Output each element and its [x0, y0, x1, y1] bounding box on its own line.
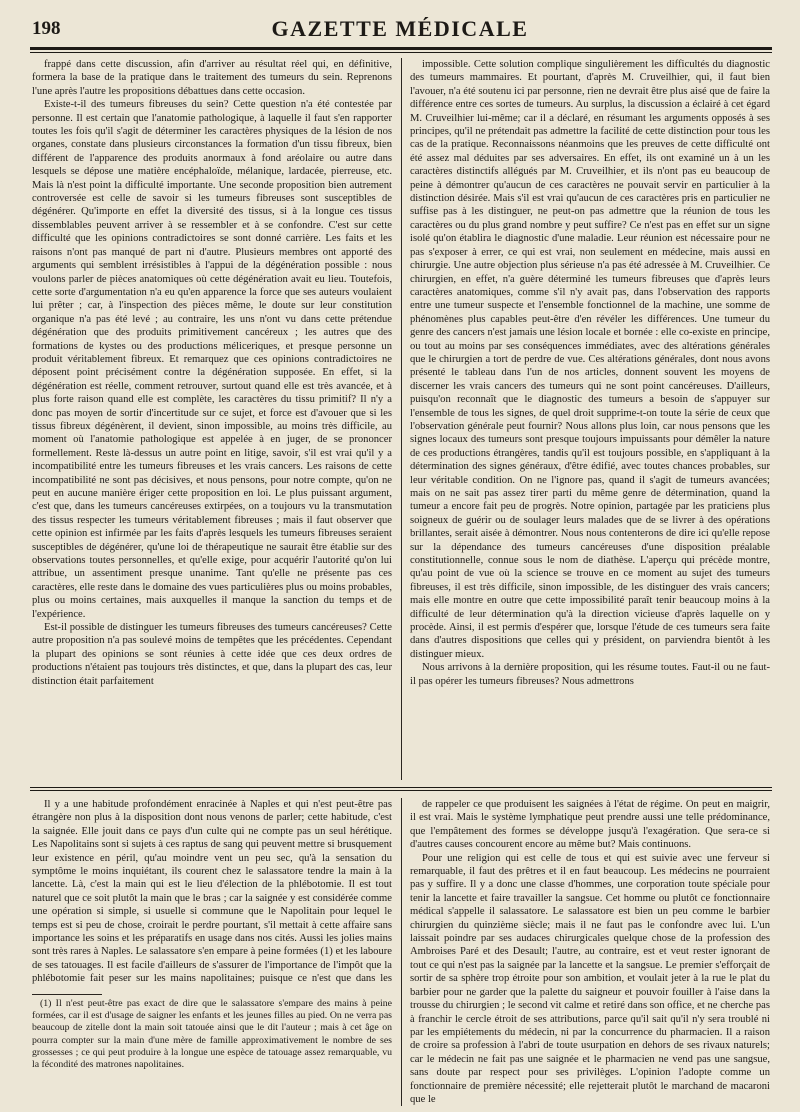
paragraph: frappé dans cette discussion, afin d'arriver au résultat réel qui, en définitive, formera la base de la pratique dans le traitement des tumeurs du sein. Reprenons l'une après l'autre les propositions débattues dans cette occasion.: [32, 59, 392, 97]
paragraph: Est-il possible de distinguer les tumeurs fibreuses des tumeurs cancéreuses? Cette autre proposition n'a pas soulevé moins de tempêtes que les précédentes. Cependant la plupart des opinions se sont réunies à cette idée que ces deux ordres de productions n'étaient pas toujours très distinctes, et que, dans la plupart des cas, leur distinction était parfaitement: [32, 622, 392, 687]
paragraph: Existe-t-il des tumeurs fibreuses du sein? Cette question n'a été contestée par personne. Il est certain que l'anatomie pathologique, à laquelle il faut s'en rapporter toutes les fois qu'il s'agit de déterminer les caractères physiques de la lésion de nos organes, constate dans plusieurs circonstances la formation d'un tissu fibreux, bien différent de l'apparence des produits anormaux à fond aréolaire ou autre dans lesquels se dépose une matière encéphaloïde, mélanique, lardacée, pierreuse, etc. Mais là n'est point la difficulté importante. Une seconde proposition bien autrement controversée est celle de savoir si les tumeurs fibreuses sont susceptibles de dégénérer. Qu'importe en effet la diversité des tissus, si à la longue ces tissus dissemblables peuvent arriver à se ressembler et à se confondre. C'est sur cette difficulté que les opinions contradictoires se sont donné carrière. Les faits et les raisons n'ont pas manqué de part ni d'autre. Plusieurs membres ont apporté des arguments qui semblent irrésistibles à l'appui de la dégénération possible : nous voulons parler de pièces anatomiques où cette dégénération avait eu lieu. Toutefois, cette sorte d'argumentation n'a eu qu'en apparence la force que ses auteurs voulaient lui prêter ; car, à l'inspection des pièces même, le doute sur leur constitution organique n'a pas été levé ; au contraire, les uns n'ont vu dans cette prétendue dégénération que des produits primitivement cancéreux ; les autres que des formations de kystes ou des productions méliceriques, et presque personne un produit véritablement fibreux. Et remarquez que ces opinions contradictoires ne déposent point précisément contre la dégénération supposée. En effet, si la dégénération est réelle, comment retrouver, surtout quand elle est très avancée, et à plus forte raison quand elle est complète, les caractères du tissu primitif? Il n'y a donc pas moyen de sortir d'incertitude sur ce sujet, et force est d'avouer que si les tissus fibreux dégénèrent, il devient, sinon impossible, au moins très difficile, au moment où l'anatomie pathologique est appelée à en juger, de se prononcer formellement. Reste là-dessus un autre point en litige, savoir, s'il est vrai qu'il y a incompatibilité entre les tumeurs fibreuses et les vrais cancers. Les raisons de cette incompatibilité ne sont pas décisives, et nous pensons, pour notre compte, qu'on ne peut en aucune manière ériger cette proposition en loi. Le plus puissant argument, c'est que, dans les tumeurs cancéreuses extirpées, on a toujours vu la transmutation des tissus respecter les tumeurs véritablement fibreuses ; mais il faut observer que cette opinion est infirmée par les faits d'après lesquels les tumeurs fibreuses seraient susceptibles de dégénérer, qu'une loi de thérapeutique ne saurait être établie sur des observations toutes personnelles, et qu'elle exige, pour acquérir l'autorité qu'on lui attribue, un assentiment presque unanime. Tant qu'elle ne présente pas ces caractères, elle reste dans le domaine des vues particulières plus ou moins probables, plus ou moins certaines, mais auxquelles il manque la sanction du temps et de l'expérience.: [32, 99, 392, 620]
header-rule: [30, 47, 772, 50]
paragraph: Il y a une habitude profondément enracinée à Naples et qui n'est peut-être pas étrangère non plus à la disposition dont nous venons de parler; cette habitude, c'est la saignée. Elle jouit dans ce pays d'un culte qui ne compte pas un seul hérétique. Les Napolitains sont si sujets à ces raptus de sang qui peuvent mettre si brusquement leur existence en péril, qu'au moindre vent un peu sec, qu'à la sensation du symptôme le moins inquiétant, ils courent chez le salassatore tendre la main à la lancette. Là, c'est la main qui est le lieu d'élection de la phlébotomie. Il est tout naturel que ce soit plutôt la main que le bras ; car la saignée y est considérée comme une opération si simple, si usuelle si commune que le Napolitain pour lequel le temps est si peu de chose, croirait le perdre pourtant, s'il mettait à cette affaire sans importance les soins et les préparatifs en usage dans nos cités. Aussi les jolies mains sont très rares à Naples. Le salassatore s'en empare à peine formées (1) et les laboure de ses tatouages. Il est facile d'ailleurs de s'assurer de l'importance de l'impôt que la phlébotomie fait peser sur les mains napolitaines; puisque ce n'est que dans les: [32, 799, 392, 985]
newspaper-title: GAZETTE MÉDICALE: [271, 16, 529, 41]
article-column-left: [32, 58, 392, 778]
paragraph: impossible. Cette solution complique singulièrement les difficultés du diagnostic des tumeurs mammaires. Et pourtant, d'après M. Cruveilhier, qui, il faut bien l'avouer, n'a été soutenu ici par personne, rien ne devrait être plus aisé que de faire la différence entre ces sortes de tumeurs. Au surplus, la discussion a éclairé à cet égard M. Cruveilhier lui-même; car il a déclaré, en résumant les arguments opposés à ses principes, qu'il ne prétendait pas admettre la facilité de cette distinction pour tous les cas de la pratique. Reconnaissons néanmoins que les preuves de cette difficulté ont été assez mal déduites par ses adversaires. En effet, ils ont examiné un à un les caractères distinctifs allégués par M. Cruveilhier, et ils n'ont pas eu beaucoup de peine à démontrer qu'aucun de ces caractères ne pouvait servir en particulier à la distinction désirée. Mais s'il est vrai qu'aucun de ces caractères pris en particulier ne suffise pas à les distinguer, ne peut-on pas admettre que la réunion de tous les caractères ou du plus grand nombre y peut suffire? Ce n'est pas en effet sur un signe isolé qu'on établira le diagnostic d'une maladie. Leur réunion est nécessaire pour ne pas s'exposer à errer, ce qui est vrai, non seulement en médecine, mais aussi en chirurgie. Une autre objection plus sérieuse n'a pas été adressée à M. Cruveilhier. Ce chirurgien, en effet, n'a guère déterminé les tumeurs fibreuses que d'après leurs caractères anatomiques, comme s'il n'y avait pas, dans l'observation des rapports entre une tumeur suspecte et l'ensemble fonctionnel de la machine, une somme de phénomènes plus capables peut-être d'en révéler les différences. Une tumeur du genre des cancers n'est jamais une lésion locale et bornée : elle co-existe en principe, ou tout au moins par ses conséquences immédiates, avec des altérations générales que le chirurgien a tort de perdre de vue. Ces altérations générales, dont nous avons présenté le tableau dans l'un de nos articles, donnent souvent les moyens de discerner les vrais cancers des tumeurs qui ne sont point cancéreuses. D'ailleurs, puisqu'on reconnaît que le diagnostic des tumeurs a besoin de s'appuyer sur l'ensemble de tous les signes, de quel droit supprime-t-on toute la série de ceux que l'observation générale peut fournir? Nous allons plus loin, car nous pensons que les signes locaux des tumeurs sont presque toujours impuissants pour démêler la nature de ces productions étrangères, tandis qu'il est toujours possible, en s'appliquant à la détermination des signes généraux, d'être édifié, avec toutes chances probables, sur leur véritable condition. On ne l'ignore pas, quand il s'agit de tumeurs avancées; mais on ne sait pas assez tirer parti du même genre de détermination, quand la tumeur a encore fait peu de progrès. Notre opinion, partagée par les praticiens plus soigneux de guérir ou de soulager leurs malades que de se livrer à des opérations brillantes, serait aisée à démontrer. Nous nous contenterons de dire ici qu'elle repose sur la dépendance des tumeurs cancéreuses d'une disposition préalable constitutionnelle, connue sous le nom de diathèse. L'aperçu qui précède montre, qu'au point de vue où la science se trouve en ce moment au sujet des tumeurs fibreuses, il est très difficile, sinon impossible, de les distinguer des vrais cancers; mais elle montre en outre que cette impossibilité paraît tenir beaucoup moins à la difficulté de leur détermination qu'à la direction vicieuse d'après laquelle on y procède. Ainsi, il est permis d'espérer que, lorsque l'étude de ces tumeurs sera faite dans d'autres dispositions que celles qui y président, on parviendra bientôt à les distinguer mieux.: [410, 59, 770, 660]
column-divider-bottom: [401, 798, 402, 1106]
paragraph: Pour une religion qui est celle de tous et qui est suivie avec une ferveur si remarquable, il faut des prêtres et il en faut beaucoup. Les médecins ne pourraient pas y suffire. Il y a donc une classe d'hommes, une corporation toute spéciale pour tenir la lancette et faire travailler la sangsue. Cet homme ou plutôt ce fonctionnaire médical s'appelle il salassatore. Le salassatore est bien un peu comme le barbier chirurgien du quinzième siècle; mais il ne faut pas le confondre avec lui. L'un laissait poindre par ses audaces chirurgicales quelque chose de la profession des Ambroises Paré et des Desault; l'autre, au contraire, est et veut rester ignorant de tout ce qui n'est pas la saignée par la lancette et la sangsue. Le premier s'efforçait de sortir de sa sphère trop étroite pour son ambition, et voulait jeter à la rue le plat du barbier pour ne garder que la palette du saigneur et pouvoir fouiller à l'aise dans la trousse du chirurgien ; le second vit calme et retiré dans son office, et ne cherche pas à franchir le cercle étroit de ses attributions, parce qu'il sait qu'il n'y sera troublé ni par les empiétements du médecin, ni par la concurrence du pharmacien. Il a raison de croire sa profession à l'abri de toute usurpation en dehors de ses rivaux naturels; car le médecin ne fait pas une saignée et le pharmacien ne vend pas une sangsue, sans doute par respect pour ses privilèges. L'opinion l'adopte comme un fonctionnaire de première nécessité; elle rejetterait plutôt le marchand de macaroni que le: [410, 852, 770, 1105]
paragraph: Nous arrivons à la dernière proposition, qui les résume toutes. Faut-il ou ne faut-il pas opérer les tumeurs fibreuses? Nous admettrons: [410, 662, 770, 687]
section-rule: [30, 787, 772, 788]
page-number: 198: [32, 18, 61, 39]
section-rule-double: [30, 790, 772, 791]
feuilleton-column-right: [410, 798, 770, 1106]
column-divider: [401, 58, 402, 780]
feuilleton-column-left: [32, 798, 392, 988]
footnote: [32, 998, 392, 1106]
paragraph: de rappeler ce que produisent les saignées à l'état de régime. On peut en maigrir, il est vrai. Mais le système lymphatique peut prendre aussi une telle prédominance, que l'empâtement des formes se développe jusqu'à l'exagération. Que sera-ce si d'autres causes concourent encore au même but? Mais continuons.: [410, 799, 770, 851]
footnote-text: (1) Il n'est peut-être pas exact de dire que le salassatore s'empare des mains à peine formées, car il est d'usage de saigner les enfants et les jeunes filles au pied. On ne verra pas beaucoup de zitelle dont la main soit tatouée ainsi que le dit l'auteur ; mais à cet âge on pourra compter sur la main d'une mère de famille approximativement le nombre de ses grossesses ; ce qui peut produire à la longue une espèce de tatouage assez remarquable, vu la fécondité des matrones napolitaines.: [32, 998, 392, 1071]
header-rule-thin: [30, 52, 772, 53]
article-column-right: [410, 58, 770, 778]
footnote-rule: [32, 994, 102, 995]
masthead: [28, 12, 772, 40]
